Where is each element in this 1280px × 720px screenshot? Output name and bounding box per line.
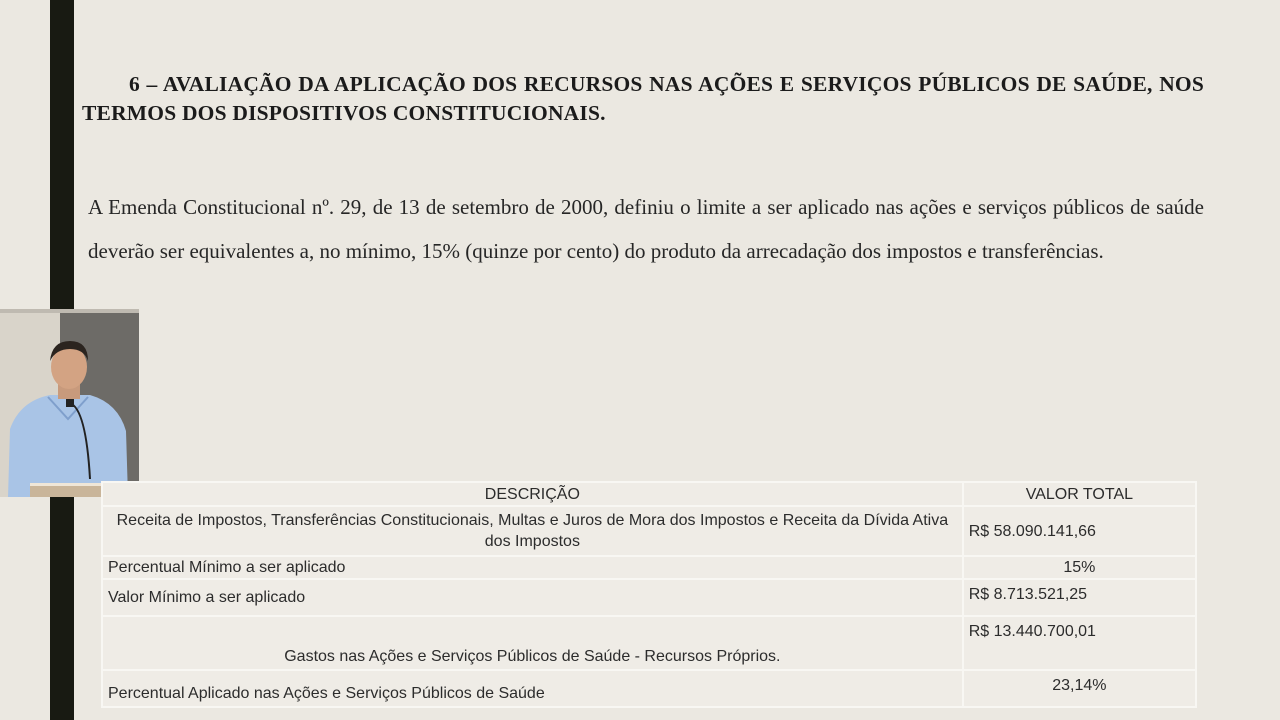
- body-paragraph: A Emenda Constitucional nº. 29, de 13 de setembro de 2000, definiu o limite a ser aplicado nas ações e serviços públicos de saúde deverão ser equivalentes a, no mínimo, 15% (quinze por cento) do produto da arrecadação dos impostos e transferências.: [88, 195, 1204, 263]
- row-value: 23,14%: [963, 670, 1196, 707]
- row-description: Percentual Aplicado nas Ações e Serviços Públicos de Saúde: [102, 670, 963, 707]
- speaker-video-image: [0, 309, 139, 497]
- row-description: Receita de Impostos, Transferências Constitucionais, Multas e Juros de Mora dos Impostos e Receita da Dívida Ativa dos Impostos: [102, 506, 963, 556]
- row-value: R$ 13.440.700,01: [963, 616, 1196, 670]
- table-row: [102, 616, 1196, 670]
- row-value: R$ 58.090.141,66: [963, 506, 1196, 556]
- header-value-total: VALOR TOTAL: [963, 482, 1196, 506]
- header-description: DESCRIÇÃO: [102, 482, 963, 506]
- health-spending-table: [101, 481, 1197, 708]
- table-row: [102, 670, 1196, 707]
- speaker-video-thumbnail: [0, 309, 139, 497]
- row-value: R$ 8.713.521,25: [963, 579, 1196, 616]
- table-row: [102, 579, 1196, 616]
- section-heading: 6 – AVALIAÇÃO DA APLICAÇÃO DOS RECURSOS NAS AÇÕES E SERVIÇOS PÚBLICOS DE SAÚDE, NOS TERMOS DOS DISPOSITIVOS CONSTITUCIONAIS.: [82, 72, 1204, 125]
- row-description: Percentual Mínimo a ser aplicado: [102, 556, 963, 579]
- row-description: Valor Mínimo a ser aplicado: [102, 579, 963, 616]
- table-header-row: [102, 482, 1196, 506]
- table-row: [102, 556, 1196, 579]
- row-value: 15%: [963, 556, 1196, 579]
- table-row: [102, 506, 1196, 556]
- row-description: Gastos nas Ações e Serviços Públicos de Saúde - Recursos Próprios.: [102, 616, 963, 670]
